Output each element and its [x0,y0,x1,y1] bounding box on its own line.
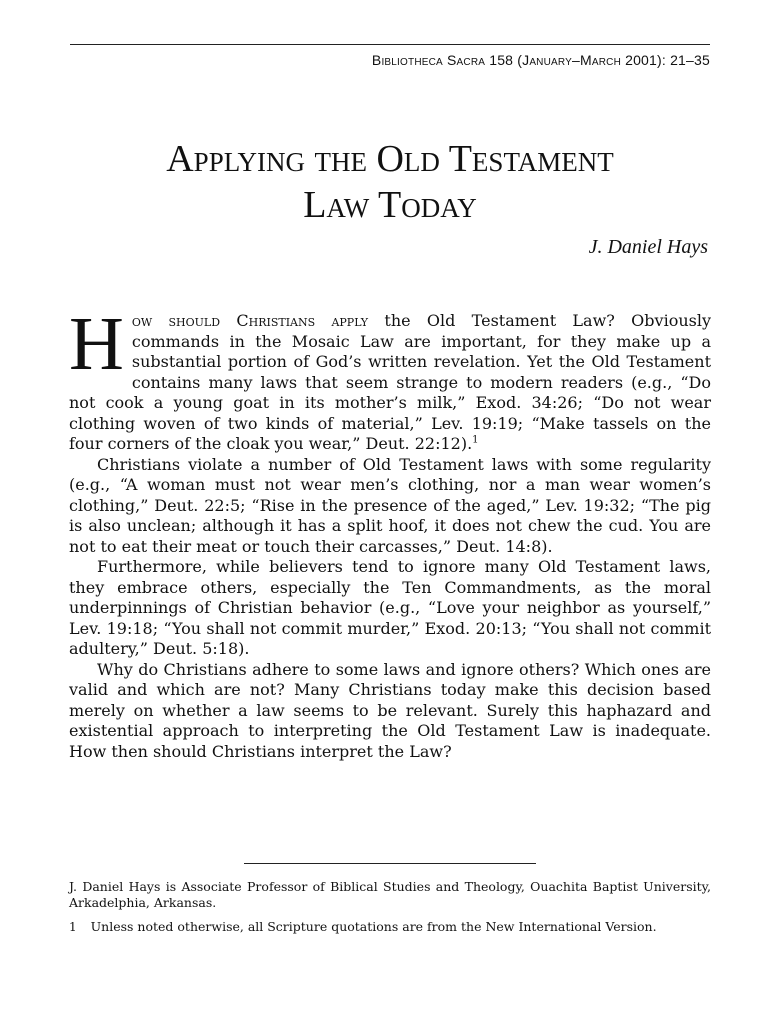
article-title [70,136,710,228]
paragraph-3: Furthermore, while believers tend to ignore many Old Testament laws, they embrace others, especially the Ten Commandments, as the moral underpinnings of Christian behavior (e.g., “Love your neighbor as yourself,” Lev. 19:18; “You shall not commit murder,” Exod. 20:13; “You shall not commit adultery,” Deut. 5:18). [69,557,711,658]
title-line-1: Applying the Old Testament [166,138,614,180]
drop-cap: H [69,302,124,386]
header-rule [70,44,710,45]
opening-smallcaps: ow should Christians apply [131,311,369,330]
paragraph-1 [69,302,711,455]
footnote-1 [69,919,711,935]
title-line-2: Law Today [303,184,477,226]
paragraph-2: Christians violate a number of Old Testament laws with some regularity (e.g., “A woman must not wear men’s clothing, nor a man wear women’s clothing,” Deut. 22:5; “Rise in the presence of the aged,” Lev. 19:32; “The pig is also unclean; although it has a split hoof, it does not chew the cud. You are not to eat their meat or touch their carcasses,” Deut. 14:8). [69,454,711,556]
footnote-rule [244,863,536,864]
footnotes [69,879,711,943]
journal-citation: Bibliotheca Sacra 158 (January–March 2001): 21–35 [371,52,710,68]
footnote-ref-1[interactable]: 1 [472,434,479,446]
running-head [372,52,710,68]
paragraph-4: Why do Christians adhere to some laws and ignore others? Which ones are valid and which are not? Many Christians today make this decision based merely on whether a law seems to be relevant. Surely this haphazard and existential approach to interpreting the Old Testament Law is inadequate. How then should Christians interpret the Law? [69,659,711,761]
footnote-1-number: 1 [69,920,77,934]
author-affiliation-note: J. Daniel Hays is Associate Professor of Biblical Studies and Theology, Ouachita Baptist University, Arkadelphia, Arkansas. [69,879,711,910]
paragraph-1-text: the Old Testament Law? Obviously commands in the Mosaic Law are important, for they make up a substantial portion of God’s written revelation. Yet the Old Testament contains many laws that seem strange to modern readers (e.g., “Do not cook a young goat in its mother’s milk,” Exod. 34:26; “Do not wear clothing woven of two kinds of material,” Lev. 19:19; “Make tassels on the four corners of the cloak you wear,” Deut. 22:12). [69,311,711,453]
article-body [69,302,711,762]
author-byline: J. Daniel Hays [588,236,708,258]
footnote-1-text: Unless noted otherwise, all Scripture quotations are from the New International Version. [90,919,657,934]
